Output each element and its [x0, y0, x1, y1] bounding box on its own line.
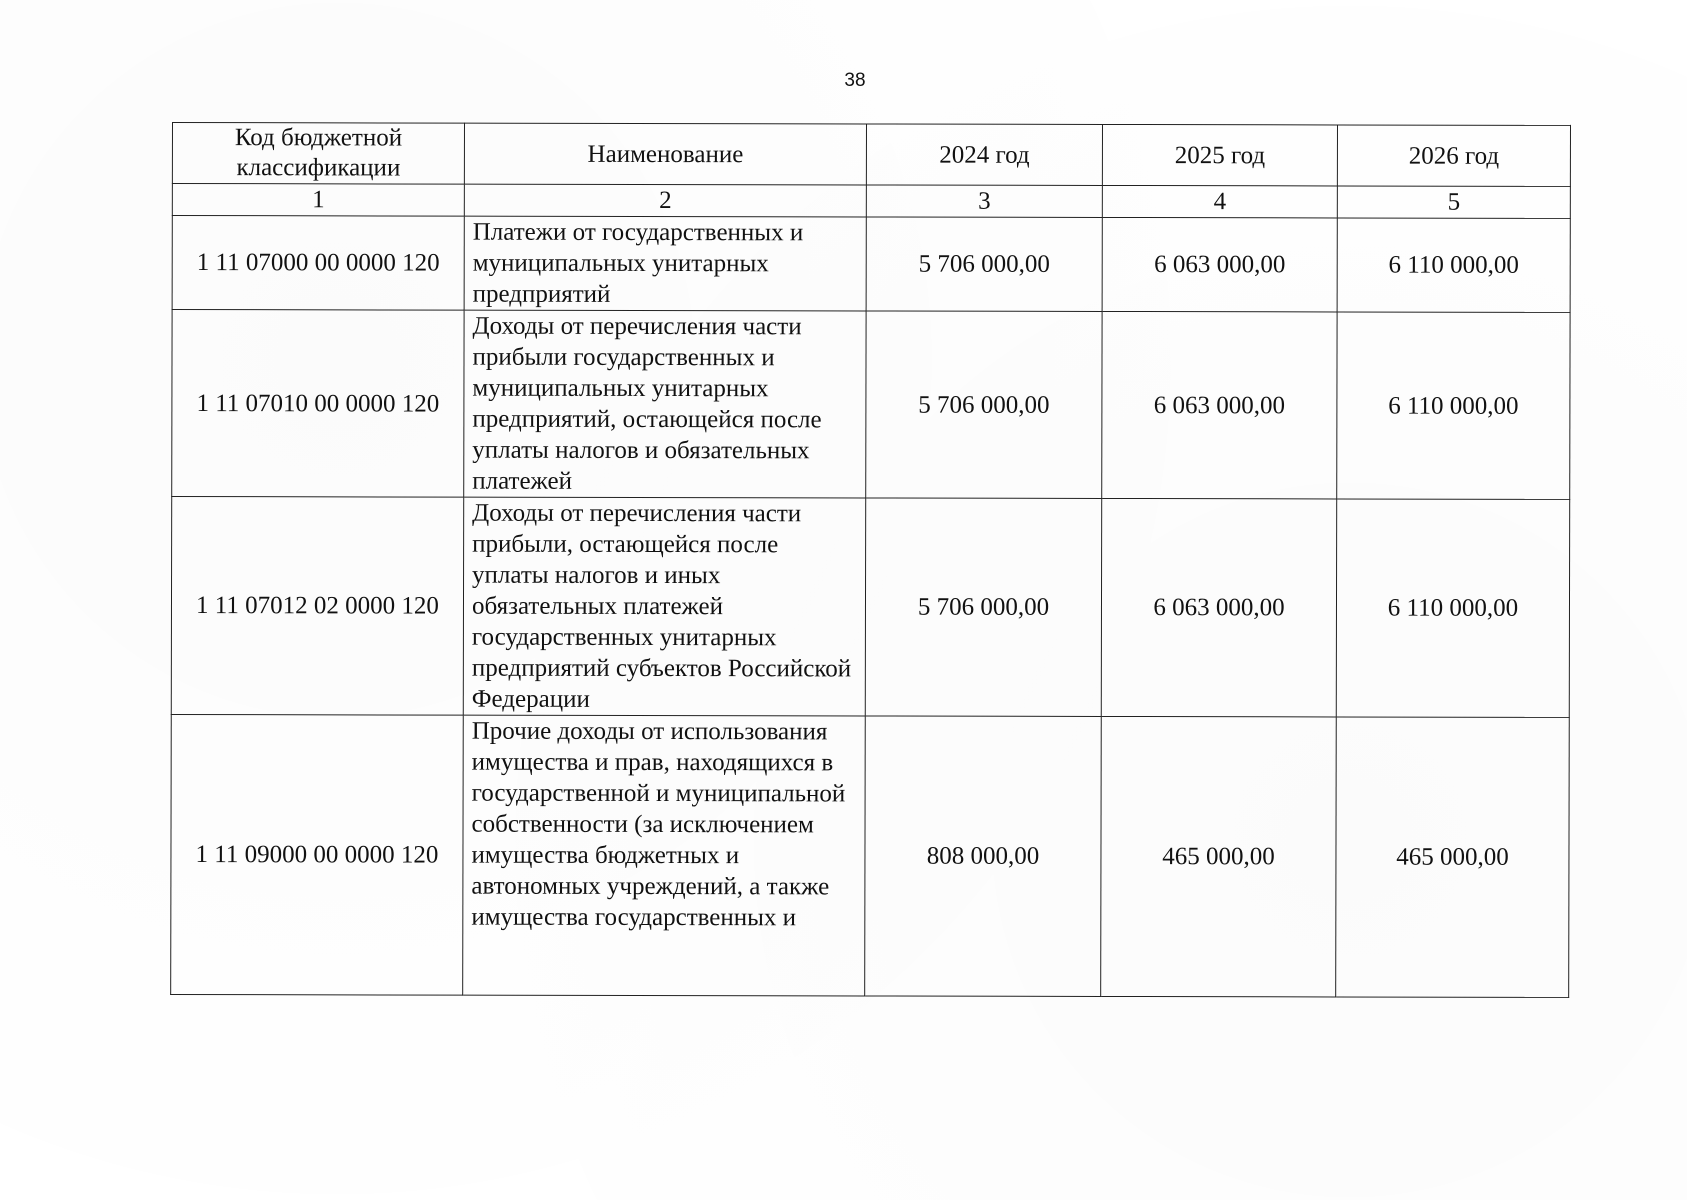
budget-code-cell: 1 11 07000 00 0000 120 [172, 216, 464, 311]
header-name: Наименование [464, 123, 866, 185]
amount-2026-cell: 6 110 000,00 [1337, 312, 1570, 499]
name-cell: Доходы от перечисления части прибыли, остающейся после уплаты налогов и иных обязательных платежей государственных унитарных предприятий субъектов Российской Федерации [463, 497, 865, 716]
amount-2025-cell: 6 063 000,00 [1102, 217, 1337, 311]
amount-2026-cell: 6 110 000,00 [1337, 218, 1570, 312]
column-number-row [172, 184, 1570, 219]
amount-2026-cell: 6 110 000,00 [1336, 499, 1569, 717]
table-row [172, 310, 1570, 500]
header-code: Код бюджетной классификации [172, 123, 464, 185]
amount-2024-cell: 5 706 000,00 [866, 311, 1102, 498]
table-row [172, 216, 1570, 313]
budget-code-cell: 1 11 07010 00 0000 120 [172, 310, 464, 498]
budget-revenue-table [170, 122, 1571, 998]
column-number: 2 [464, 184, 866, 217]
page-number: 38 [844, 70, 866, 91]
amount-2025-cell: 6 063 000,00 [1101, 498, 1336, 716]
amount-2024-cell: 5 706 000,00 [865, 498, 1101, 716]
budget-code-cell: 1 11 07012 02 0000 120 [171, 497, 463, 716]
column-number: 5 [1337, 186, 1570, 218]
amount-2025-cell: 465 000,00 [1101, 716, 1337, 996]
name-cell: Доходы от перечисления части прибыли государственных и муниципальных унитарных предприятий, остающейся после уплаты налогов и обязательных платежей [464, 310, 866, 498]
column-number: 1 [172, 184, 464, 217]
amount-2024-cell: 808 000,00 [865, 716, 1102, 996]
column-number: 4 [1102, 185, 1337, 217]
amount-2024-cell: 5 706 000,00 [866, 217, 1102, 311]
name-cell: Прочие доходы от использования имущества и прав, находящихся в государственной и муниципальной собственности (за исключением имущества бюджетных и автономных учреждений, а также имущества государственных и [463, 715, 866, 996]
table-row [171, 714, 1570, 997]
amount-2025-cell: 6 063 000,00 [1102, 311, 1337, 498]
amount-2026-cell: 465 000,00 [1336, 717, 1570, 997]
table-header-row [172, 123, 1570, 187]
name-cell: Платежи от государственных и муниципальных унитарных предприятий [464, 216, 866, 311]
table-row [171, 497, 1569, 718]
header-year-2026: 2026 год [1337, 125, 1570, 186]
column-number: 3 [866, 185, 1102, 217]
header-year-2025: 2025 год [1102, 124, 1337, 185]
header-year-2024: 2024 год [866, 124, 1102, 185]
budget-code-cell: 1 11 09000 00 0000 120 [171, 714, 464, 995]
